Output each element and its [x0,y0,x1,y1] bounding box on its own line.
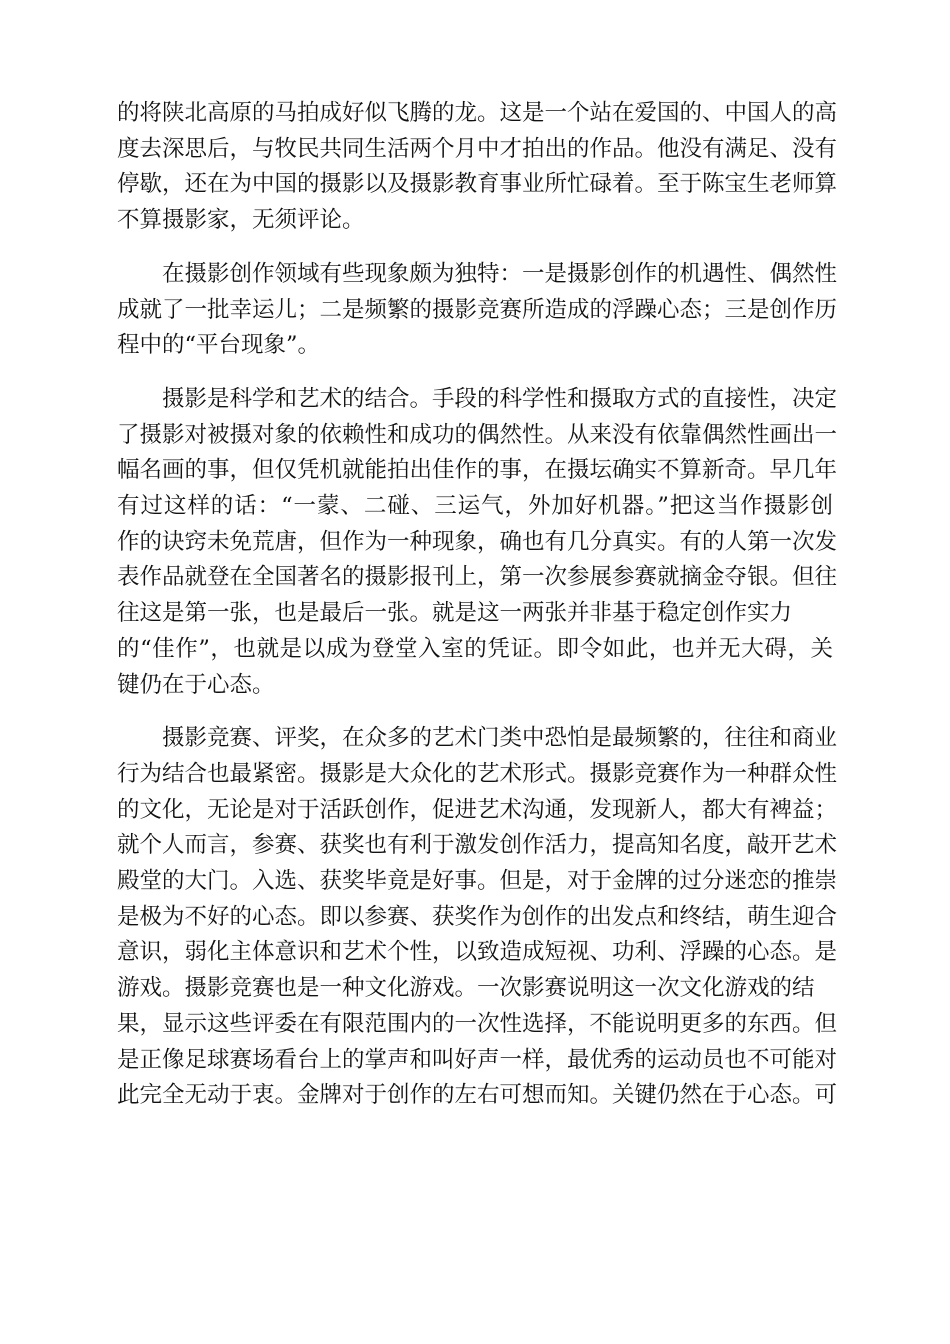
text-line: 的文化，无论是对于活跃创作，促进艺术沟通，发现新人，都大有裨益； [117,796,838,823]
text-line: 不算摄影家，无须评论。 [117,207,365,234]
text-line: 殿堂的大门。入选、获奖毕竟是好事。但是，对于金牌的过分迷恋的推崇 [117,868,838,895]
text-line: 了摄影对被摄对象的依赖性和成功的偶然性。从来没有依靠偶然性画出一 [117,421,838,448]
paragraph-2 [117,257,838,364]
text-line: 有过这样的话：“一蒙、二碰、三运气，外加好机器。”把这当作摄影创 [117,493,833,520]
paragraph-3 [117,382,838,703]
text-line: 的“佳作”，也就是以成为登堂入室的凭证。即令如此，也并无大碍，关 [117,635,833,662]
text-line: 果，显示这些评委在有限范围内的一次性选择，不能说明更多的东西。但 [117,1010,838,1037]
document-page [117,96,838,1132]
text-line: 摄影是科学和艺术的结合。手段的科学性和摄取方式的直接性，决定 [162,385,838,412]
text-line: 程中的“平台现象”。 [117,332,321,359]
text-line: 度去深思后，与牧民共同生活两个月中才拍出的作品。他没有满足、没有 [117,135,838,162]
paragraph-4 [117,721,838,1114]
text-line: 意识，弱化主体意识和艺术个性，以致造成短视、功利、浮躁的心态。是 [117,939,838,966]
text-line: 是正像足球赛场看台上的掌声和叫好声一样，最优秀的运动员也不可能对 [117,1046,838,1073]
text-line: 往这是第一张，也是最后一张。就是这一两张并非基于稳定创作实力 [117,600,793,627]
text-line: 幅名画的事，但仅凭机就能拍出佳作的事，在摄坛确实不算新奇。早几年 [117,457,838,484]
text-line: 就个人而言，参赛、获奖也有利于激发创作活力，提高知名度，敲开艺术 [117,832,838,859]
text-line: 停歇，还在为中国的摄影以及摄影教育事业所忙碌着。至于陈宝生老师算 [117,171,838,198]
text-line: 作的诀窍未免荒唐，但作为一种现象，确也有几分真实。有的人第一次发 [117,528,838,555]
text-line: 此完全无动于衷。金牌对于创作的左右可想而知。关键仍然在于心态。可 [117,1082,838,1109]
text-line: 在摄影创作领域有些现象颇为独特：一是摄影创作的机遇性、偶然性 [162,260,838,287]
text-line: 成就了一批幸运儿；二是频繁的摄影竞赛所造成的浮躁心态；三是创作历 [117,296,838,323]
text-line: 是极为不好的心态。即以参赛、获奖作为创作的出发点和终结，萌生迎合 [117,903,838,930]
text-line: 键仍在于心态。 [117,671,275,698]
text-line: 行为结合也最紧密。摄影是大众化的艺术形式。摄影竞赛作为一种群众性 [117,760,838,787]
paragraph-1 [117,96,838,239]
text-line: 的将陕北高原的马拍成好似飞腾的龙。这是一个站在爱国的、中国人的高 [117,100,838,126]
text-line: 游戏。摄影竞赛也是一种文化游戏。一次影赛说明这一次文化游戏的结 [117,975,815,1002]
text-line: 表作品就登在全国著名的摄影报刊上，第一次参展参赛就摘金夺银。但往 [117,564,838,591]
text-line: 摄影竞赛、评奖，在众多的艺术门类中恐怕是最频繁的，往往和商业 [162,725,838,752]
